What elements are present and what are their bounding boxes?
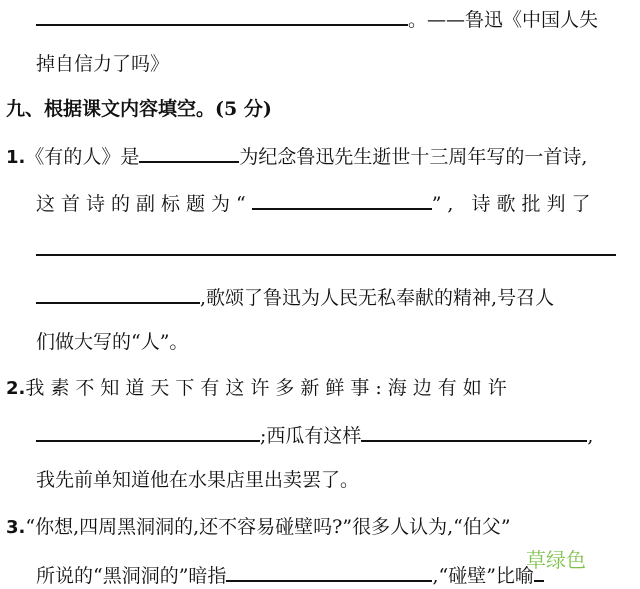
question-text: 为纪念鲁迅先生逝世十三周年写的一首诗, bbox=[239, 146, 588, 168]
answer-blank[interactable] bbox=[252, 190, 432, 210]
question-text: ,“碰壁”比喻 bbox=[432, 565, 534, 587]
question-text: 我素不知道天下有这许多新鲜事:海边有如许 bbox=[25, 377, 513, 399]
question-1-line-1 bbox=[6, 143, 587, 170]
question-3-line-2 bbox=[36, 562, 544, 588]
question-1-line-3 bbox=[36, 236, 616, 262]
question-text: 所说的“黑洞洞的”暗指 bbox=[36, 565, 227, 587]
answer-blank[interactable] bbox=[36, 284, 200, 304]
question-text: 《有的人》是 bbox=[25, 146, 140, 168]
answer-blank[interactable] bbox=[36, 6, 408, 26]
question-1-line-5: 们做大写的“人”。 bbox=[36, 331, 189, 353]
question-2-line-3: 我先前单知道他在水果店里出卖罢了。 bbox=[36, 469, 360, 491]
question-3-line-1 bbox=[6, 515, 511, 540]
question-number: 1. bbox=[6, 147, 26, 168]
section-heading: 九、根据课文内容填空。(5 分) bbox=[6, 98, 272, 120]
answer-blank[interactable] bbox=[36, 422, 260, 442]
question-number: 3. bbox=[6, 517, 26, 538]
answer-blank[interactable] bbox=[36, 236, 616, 256]
answer-blank[interactable] bbox=[361, 422, 587, 442]
question-1-line-2 bbox=[36, 190, 597, 216]
question-number: 2. bbox=[6, 378, 26, 399]
question-text: ”, 诗歌批判了 bbox=[431, 193, 597, 215]
question-text: ,歌颂了鲁迅为人民无私奉献的精神,号召人 bbox=[200, 287, 555, 309]
question-1-line-4 bbox=[36, 284, 554, 310]
text-line-2: 掉自信力了吗》 bbox=[36, 53, 170, 75]
question-text: , bbox=[587, 425, 594, 447]
question-2-line-1 bbox=[6, 376, 513, 401]
question-2-line-2 bbox=[36, 422, 593, 448]
question-text: “你想,四周黑洞洞的,还不容易碰壁吗?”很多人认为,“伯父” bbox=[25, 516, 511, 538]
quote-source: 。——鲁迅《中国人失 bbox=[408, 9, 599, 31]
watermark-text: 草绿色 bbox=[526, 548, 586, 572]
question-text: 这首诗的副标题为“ bbox=[36, 193, 252, 215]
text-line-1 bbox=[36, 6, 598, 32]
answer-blank[interactable] bbox=[139, 143, 239, 163]
answer-blank[interactable] bbox=[226, 562, 432, 582]
question-text: ;西瓜有这样 bbox=[260, 425, 362, 447]
